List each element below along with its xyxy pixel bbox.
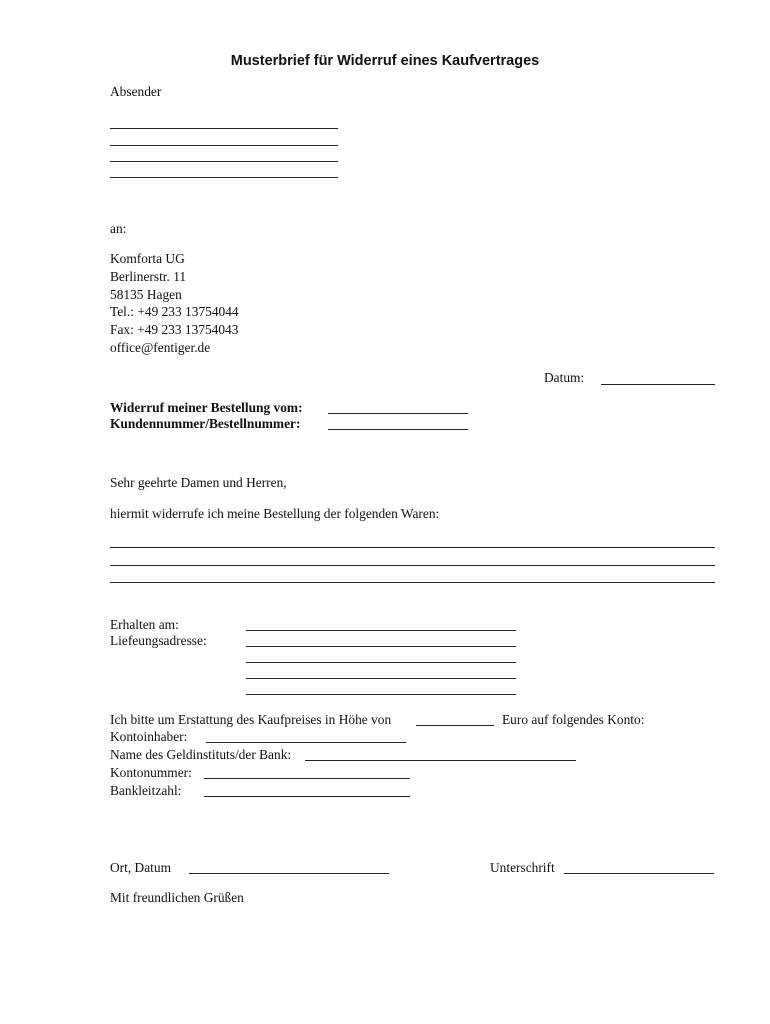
- delivery-address-label: Liefeungsadresse:: [110, 633, 207, 648]
- refund-amount-field[interactable]: [416, 725, 494, 726]
- goods-line-1[interactable]: [110, 547, 715, 548]
- sender-line-3[interactable]: [110, 161, 338, 162]
- revocation-label: Widerruf meiner Bestellung vom:: [110, 400, 303, 415]
- date-field[interactable]: [601, 384, 715, 385]
- account-holder-field[interactable]: [206, 742, 406, 743]
- date-label: Datum:: [544, 370, 585, 385]
- address-line-2[interactable]: [246, 662, 516, 663]
- customer-number-label: Kundennummer/Bestellnummer:: [110, 416, 301, 431]
- recipient-fax: Fax: +49 233 13754043: [110, 322, 239, 337]
- received-label: Erhalten am:: [110, 617, 179, 632]
- account-number-field[interactable]: [204, 778, 410, 779]
- sender-line-2[interactable]: [110, 145, 338, 146]
- account-number-label: Kontonummer:: [110, 765, 192, 780]
- closing-text: Mit freundlichen Grüßen: [110, 890, 244, 905]
- customer-number-field[interactable]: [328, 429, 468, 430]
- recipient-phone: Tel.: +49 233 13754044: [110, 304, 239, 319]
- intro-text: hiermit widerrufe ich meine Bestellung der folgenden Waren:: [110, 506, 440, 521]
- recipient-street: Berlinerstr. 11: [110, 269, 187, 284]
- refund-request-prefix: Ich bitte um Erstattung des Kaufpreises in Höhe von: [110, 712, 392, 727]
- order-date-field[interactable]: [328, 413, 468, 414]
- place-date-field[interactable]: [189, 873, 389, 874]
- sender-label: Absender: [110, 84, 162, 99]
- bank-code-field[interactable]: [204, 796, 410, 797]
- address-line-4[interactable]: [246, 694, 516, 695]
- bank-name-field[interactable]: [305, 760, 576, 761]
- page-title: Musterbrief für Widerruf eines Kaufvertrages: [230, 53, 540, 69]
- recipient-to-label: an:: [110, 221, 127, 236]
- recipient-company: Komforta UG: [110, 251, 185, 266]
- bank-code-label: Bankleitzahl:: [110, 783, 182, 798]
- salutation: Sehr geehrte Damen und Herren,: [110, 475, 287, 490]
- signature-label: Unterschrift: [490, 860, 555, 875]
- recipient-email: office@fentiger.de: [110, 340, 211, 355]
- address-line-3[interactable]: [246, 678, 516, 679]
- sender-line-4[interactable]: [110, 177, 338, 178]
- place-date-label: Ort, Datum: [110, 860, 171, 875]
- account-holder-label: Kontoinhaber:: [110, 729, 188, 744]
- goods-line-3[interactable]: [110, 582, 715, 583]
- bank-name-label: Name des Geldinstituts/der Bank:: [110, 747, 292, 762]
- goods-line-2[interactable]: [110, 565, 715, 566]
- recipient-city: 58135 Hagen: [110, 287, 182, 302]
- address-line-1[interactable]: [246, 646, 516, 647]
- signature-field[interactable]: [564, 873, 714, 874]
- sender-line-1[interactable]: [110, 128, 338, 129]
- received-date-field[interactable]: [246, 630, 516, 631]
- refund-request-suffix: Euro auf folgendes Konto:: [502, 712, 645, 727]
